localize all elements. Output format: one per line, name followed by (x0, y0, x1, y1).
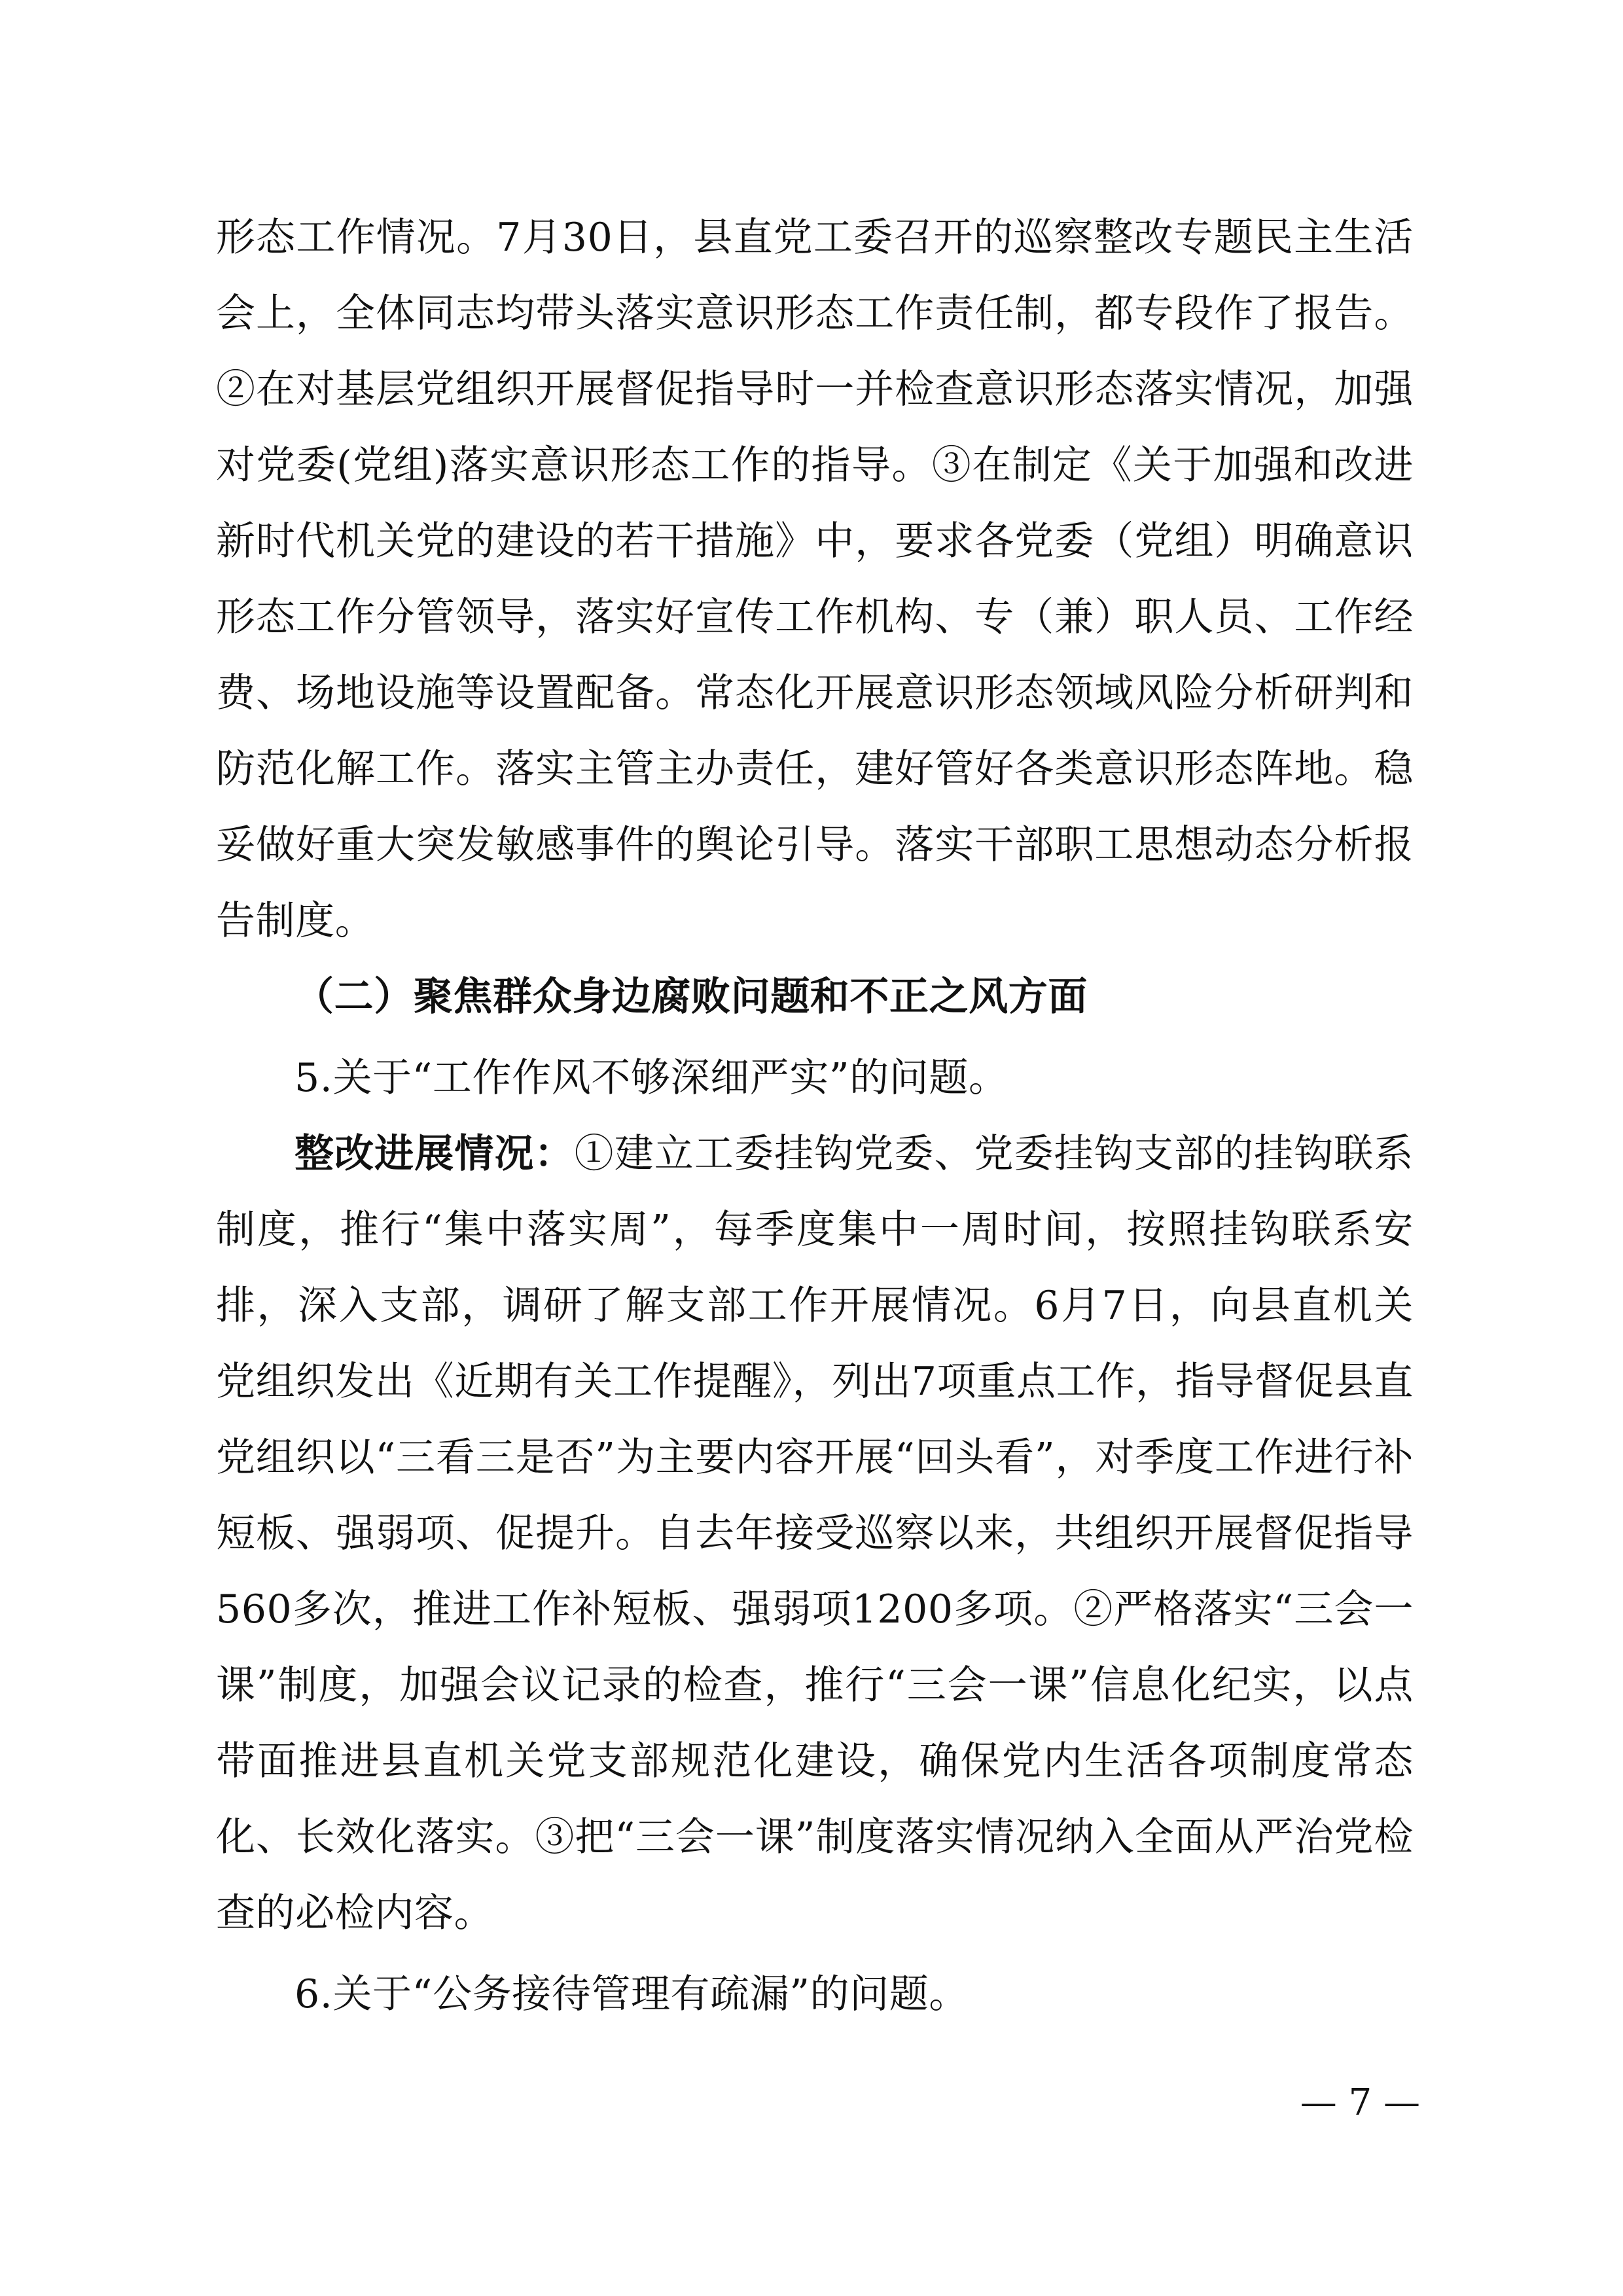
item-6-title: 6.关于“公务接待管理有疏漏”的问题。 (294, 1971, 969, 2017)
document-body (216, 200, 1414, 2032)
section-heading: （二）聚焦群众身边腐败问题和不正之风方面 (294, 974, 1088, 1020)
continuation-paragraph: 形态工作情况。7月30日，县直党工委召开的巡察整改专题民主生活会上，全体同志均带头落实意识形态工作责任制，都专段作了报告。②在对基层党组织开展督促指导时一并检查意识形态落实情况，加强对党委(党组)落实意识形态工作的指导。③在制定《关于加强和改进新时代机关党的建设的若干措施》中，要求各党委（党组）明确意识形态工作分管领导，落实好宣传工作机构、专（兼）职人员、工作经费、场地设施等设置配备。常态化开展意识形态领域风险分析研判和防范化解工作。落实主管主办责任，建好管好各类意识形态阵地。稳妥做好重大突发敏感事件的舆论引导。落实干部职工思想动态分析报告制度。 (216, 215, 1414, 944)
item-5-title: 5.关于“工作作风不够深细严实”的问题。 (294, 1055, 1008, 1101)
item-5-paragraph (216, 1116, 1414, 1951)
item-5-lead: 整改进展情况： (294, 1131, 575, 1177)
item-5-body: ①建立工委挂钩党委、党委挂钩支部的挂钩联系制度，推行“集中落实周”，每季度集中一周时间，按照挂钩联系安排，深入支部，调研了解支部工作开展情况。6月7日，向县直机关党组织发出《近期有关工作提醒》，列出7项重点工作，指导督促县直党组织以“三看三是否”为主要内容开展“回头看”，对季度工作进行补短板、强弱项、促提升。自去年接受巡察以来，共组织开展督促指导560多次，推进工作补短板、强弱项1200多项。②严格落实“三会一课”制度，加强会议记录的检查，推行“三会一课”信息化纪实，以点带面推进县直机关党支部规范化建设，确保党内生活各项制度常态化、长效化落实。③把“三会一课”制度落实情况纳入全面从严治党检查的必检内容。 (216, 1131, 1414, 1936)
page-number: — 7 — (1300, 2081, 1420, 2124)
